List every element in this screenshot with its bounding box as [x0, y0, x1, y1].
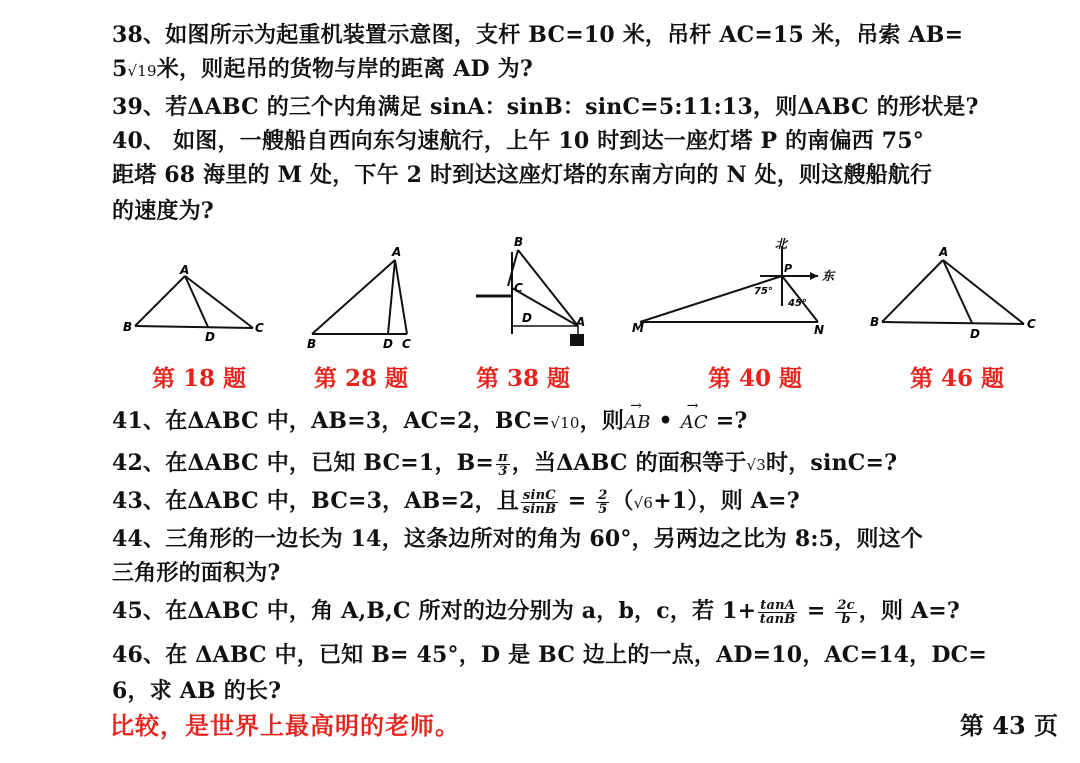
problem-41-text: 41、在ΔABC 中，AB=3，AC=2，BC= [112, 408, 551, 434]
fig38-label-c: C [514, 281, 523, 295]
fig38-label-b: B [514, 236, 524, 249]
fig28-label-a: A [392, 245, 402, 259]
problem-45-text: 45、在ΔABC 中，角 A,B,C 所对的边分别为 a，b，c，若 1+ [112, 598, 757, 624]
fig40-label-east: 东 [822, 269, 835, 283]
fig40-label-north: 北 [775, 237, 788, 251]
frac-num: tanA [760, 597, 796, 613]
caption-fig-38: 第 38 题 [476, 365, 571, 392]
fraction-two-fifths [596, 489, 609, 516]
fig18-label-b: B [123, 320, 133, 334]
problem-39: 39、若ΔABC 的三个内角满足 sinA：sinB：sinC=5:11:13，则ΔABC 的形状是? [112, 94, 979, 120]
problem-45 [112, 594, 960, 626]
frac-num: 2c [837, 597, 855, 613]
vector-ac: → AC [681, 412, 708, 433]
fig40-angle-45: 45° [788, 298, 807, 309]
problem-38-line-2 [112, 52, 533, 83]
problem-41-sqrt: √10 [550, 414, 580, 432]
paren-open: （ [611, 488, 634, 514]
problem-38-line-1: 38、如图所示为起重机装置示意图，支杆 BC=10 米，吊杆 AC=15 米，吊索 AB= [112, 22, 964, 48]
fig28-label-d: D [383, 337, 393, 351]
problem-40-line-2: 距塔 68 海里的 M 处，下午 2 时到达这座灯塔的东南方向的 N 处，则这艘船航行 [112, 162, 933, 188]
caption-fig-40: 第 40 题 [708, 365, 803, 392]
problem-38-coef: 5 [112, 56, 128, 82]
fig38-label-a: A [576, 315, 586, 329]
problem-41 [112, 404, 747, 435]
fraction-tan-ratio [758, 599, 797, 626]
problem-38-sqrt: √19 [127, 62, 157, 80]
problem-42-text: 42、在ΔABC 中，已知 BC=1，B= [112, 450, 495, 476]
frac-den: sinB [522, 501, 557, 517]
figure-28 [307, 245, 411, 351]
problem-43 [112, 484, 800, 516]
fig46-label-d: D [970, 327, 980, 341]
problem-44-line-1: 44、三角形的一边长为 14，这条边所对的角为 60°，另两边之比为 8:5，则这个 [112, 526, 923, 552]
problem-42-sqrt: √3 [746, 456, 767, 474]
problem-40-line-3: 的速度为? [112, 198, 214, 224]
fig46-label-c: C [1027, 317, 1036, 331]
problem-42-mid: ，当ΔABC 的面积等于 [511, 450, 747, 476]
frac-den: 3 [498, 463, 508, 479]
figure-40 [632, 237, 836, 337]
fraction-pi-over-3 [496, 451, 510, 478]
problem-43-end: +1），则 A=? [653, 488, 800, 514]
fig18-label-c: C [255, 321, 264, 335]
equals-sign: = [559, 488, 595, 514]
problem-42-end: 时，sinC=? [766, 450, 898, 476]
problem-42 [112, 446, 897, 478]
problem-41-mid: ，则 [579, 408, 625, 434]
fig46-label-b: B [870, 315, 880, 329]
frac-num: π [498, 449, 508, 465]
frac-num: 2 [598, 487, 608, 503]
frac-den: b [841, 611, 851, 627]
fig38-label-d: D [522, 311, 532, 325]
fig40-label-m: M [632, 321, 644, 335]
fraction-sin-ratio [521, 489, 558, 516]
vector-ab: → AB [624, 412, 651, 433]
problem-45-end: ，则 A=? [858, 598, 961, 624]
problem-43-text: 43、在ΔABC 中，BC=3，AB=2，且 [112, 488, 519, 514]
caption-fig-46: 第 46 题 [910, 365, 1005, 392]
fig40-label-n: N [814, 323, 825, 337]
figures-row [110, 236, 1050, 376]
problem-41-end: =? [707, 408, 748, 434]
problem-46-line-2: 6，求 AB 的长? [112, 678, 282, 704]
caption-fig-18: 第 18 题 [152, 365, 247, 392]
problem-44-line-2: 三角形的面积为? [112, 560, 281, 586]
figure-38 [476, 236, 585, 346]
caption-fig-28: 第 28 题 [314, 365, 409, 392]
page-number: 第 43 页 [959, 711, 1058, 740]
fig28-label-c: C [402, 337, 411, 351]
fig40-angle-75: 75° [754, 286, 773, 297]
fig18-label-a: A [180, 263, 190, 277]
problem-43-sqrt: √6 [633, 494, 654, 512]
problem-40-line-1: 40、 如图，一艘船自西向东匀速航行，上午 10 时到达一座灯塔 P 的南偏西 75° [112, 128, 924, 154]
figure-18 [123, 263, 264, 344]
frac-den: tanB [759, 611, 796, 627]
fig28-label-b: B [307, 337, 317, 351]
problem-38-rest: 米，则起吊的货物与岸的距离 AD 为? [156, 56, 533, 82]
figure-46 [870, 245, 1036, 341]
footer-motto: 比较，是世界上最高明的老师。 [110, 711, 460, 740]
frac-den: 5 [598, 501, 608, 517]
dot-operator: • [650, 408, 681, 434]
fig40-label-p: P [784, 262, 793, 275]
frac-num: sinC [523, 487, 556, 503]
fraction-2c-over-b [835, 599, 856, 626]
problem-46-line-1: 46、在 ΔABC 中，已知 B= 45°，D 是 BC 边上的一点，AD=10，AC=14，DC= [112, 642, 987, 668]
fig46-label-a: A [939, 245, 949, 259]
equals-sign: = [799, 598, 834, 624]
fig18-label-d: D [205, 330, 215, 344]
